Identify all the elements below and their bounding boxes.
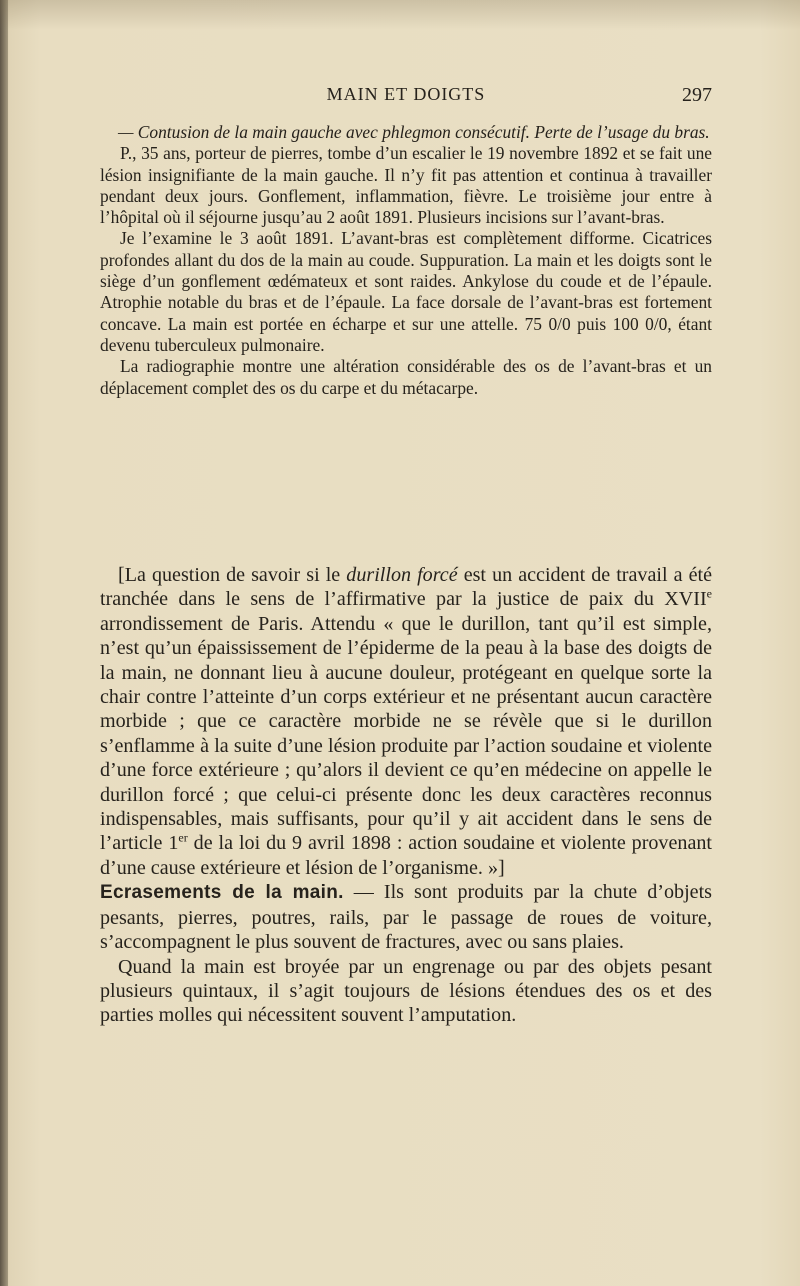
durillon-term: durillon forcé bbox=[346, 564, 458, 586]
durillon-text-after: arrondissement de Paris. Attendu « que le durillon, tant qu’il est simple, n’est qu’un épaississement de l’épiderme de la peau à la base des doigts de la main, ne donnant lieu à aucune douleur, protégeant en quelque sorte la chair contre l’atteinte d’un corps extérieur et ne présentant aucun caractère morbide ; que ce caractère morbide ne se révèle que si le durillon s’enflamme à la suite d’une lésion produite par l’action soudaine et violente d’une force extérieure ; qu’alors il devient ce qu’en médecine on appelle le durillon forcé ; que celui-ci présente donc les deux caractères reconnus indispensables, mais suffisants, pour qu’il y ait accident dans le sens de l’article 1 bbox=[100, 612, 712, 855]
durillon-text-end: de la loi du 9 avril 1898 : action soudaine et violente provenant d’une cause extérieure et lésion de l’organisme. »] bbox=[100, 832, 712, 879]
page-number: 297 bbox=[682, 84, 712, 106]
section-heading-ecrasements: Ecrasements de la main. bbox=[100, 882, 344, 904]
page-header bbox=[100, 84, 712, 108]
page-top-shadow bbox=[0, 0, 800, 30]
broyee-paragraph: Quand la main est broyée par un engrenage ou par des objets pesant plusieurs quintaux, il s’agit toujours de lésions étendues des os et des parties molles qui nécessitent souvent l’amputation. bbox=[100, 955, 712, 1027]
case-history: P., 35 ans, porteur de pierres, tombe d’un escalier le 19 novembre 1892 et se fait une lésion insignifiante de la main gauche. Il n’y fit pas attention et continua à travailler pendant deux jours. Gonflement, inflammation, fièvre. Le troisième jour entre à l’hôpital où il séjourne jusqu’au 2 août 1891. Plusieurs incisions sur l’avant-bras. bbox=[100, 143, 712, 228]
case-examination: Je l’examine le 3 août 1891. L’avant-bras est complètement difforme. Cicatrices profondes allant du dos de la main au coude. Suppuration. La main et les doigts sont le siège d’un gonflement œdémateux et sont raides. Ankylose du coude et de l’épaule. Atrophie notable du bras et de l’épaule. La face dorsale de l’avant-bras est fortement concave. La main est portée en écharpe et sur une attelle. 75 0/0 puis 100 0/0, étant devenu tuberculeux pulmonaire. bbox=[100, 228, 712, 355]
case-radiography: La radiographie montre une altération considérable des os de l’avant-bras et un déplacement complet des os du carpe et du métacarpe. bbox=[100, 356, 712, 398]
durillon-text-middle: est un accident de travail a été tranchée dans le sens de l’affirmative par la justice de paix du XVII bbox=[100, 564, 712, 611]
ecrasements-text: — Ils sont produits par la chute d’objets pesants, pierres, poutres, rails, par le passage de roues de voiture, s’accompagnent le plus souvent de fractures, avec ou sans plaies. bbox=[100, 881, 712, 954]
ecrasements-paragraph bbox=[100, 880, 712, 954]
main-text bbox=[100, 563, 712, 1028]
durillon-text-start: [La question de savoir si le bbox=[118, 564, 347, 586]
superscript-e: e bbox=[706, 586, 712, 601]
superscript-er: er bbox=[178, 830, 188, 845]
book-spine-edge bbox=[0, 0, 8, 1286]
case-report bbox=[100, 122, 712, 399]
durillon-paragraph bbox=[100, 563, 712, 880]
running-title: MAIN ET DOIGTS bbox=[326, 84, 486, 104]
case-title: — Contusion de la main gauche avec phlegmon consécutif. Perte de l’usage du bras. bbox=[118, 122, 710, 142]
